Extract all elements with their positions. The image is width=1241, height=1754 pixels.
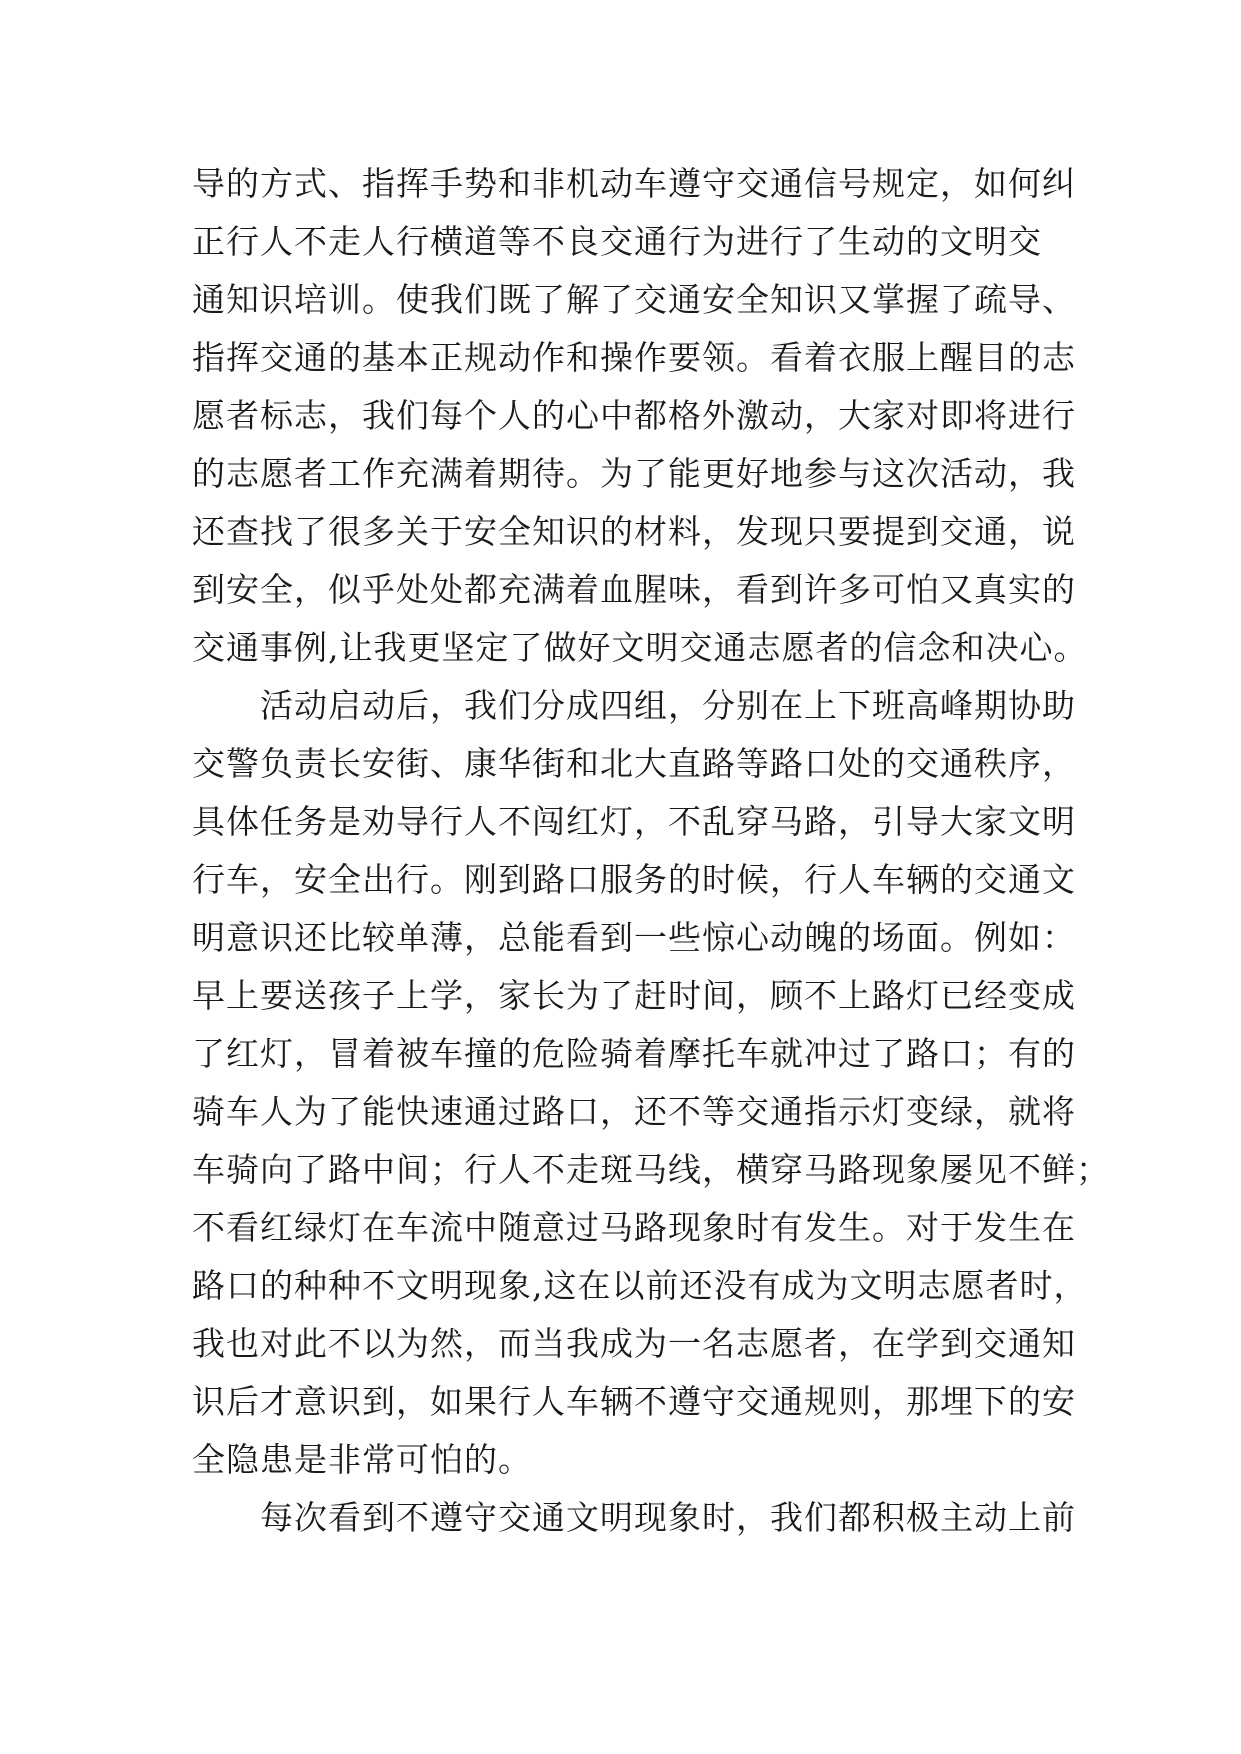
text-line: 活动启动后，我们分成四组，分别在上下班高峰期协助 [192, 686, 1076, 725]
text-line: 到安全，似乎处处都充满着血腥味，看到许多可怕又真实的 [192, 570, 1076, 609]
text-line: 路口的种种不文明现象,这在以前还没有成为文明志愿者时， [192, 1266, 1088, 1305]
text-line: 骑车人为了能快速通过路口，还不等交通指示灯变绿，就将 [192, 1092, 1076, 1131]
body-text [192, 155, 1110, 1547]
text-line: 的志愿者工作充满着期待。为了能更好地参与这次活动，我 [192, 454, 1076, 493]
text-line: 交通事例,让我更坚定了做好文明交通志愿者的信念和决心。 [192, 628, 1088, 667]
text-line: 交警负责长安街、康华街和北大直路等路口处的交通秩序， [192, 744, 1076, 783]
text-line: 不看红绿灯在车流中随意过马路现象时有发生。对于发生在 [192, 1208, 1076, 1247]
text-line: 愿者标志，我们每个人的心中都格外激动，大家对即将进行 [192, 396, 1076, 435]
text-line: 指挥交通的基本正规动作和操作要领。看着衣服上醒目的志 [192, 338, 1076, 377]
text-line: 全隐患是非常可怕的。 [192, 1440, 532, 1479]
text-line: 明意识还比较单薄，总能看到一些惊心动魄的场面。例如： [192, 918, 1076, 957]
text-line: 行车，安全出行。刚到路口服务的时候，行人车辆的交通文 [192, 860, 1076, 899]
text-line: 车骑向了路中间；行人不走斑马线，横穿马路现象屡见不鲜； [192, 1150, 1110, 1189]
text-line: 早上要送孩子上学，家长为了赶时间，顾不上路灯已经变成 [192, 976, 1076, 1015]
text-line: 具体任务是劝导行人不闯红灯，不乱穿马路，引导大家文明 [192, 802, 1076, 841]
text-line: 通知识培训。使我们既了解了交通安全知识又掌握了疏导、 [192, 280, 1076, 319]
text-line: 识后才意识到，如果行人车辆不遵守交通规则，那埋下的安 [192, 1382, 1076, 1421]
text-line: 我也对此不以为然，而当我成为一名志愿者，在学到交通知 [192, 1324, 1076, 1363]
text-line: 了红灯，冒着被车撞的危险骑着摩托车就冲过了路口；有的 [192, 1034, 1076, 1073]
text-line: 正行人不走人行横道等不良交通行为进行了生动的文明交 [192, 222, 1042, 261]
text-line: 每次看到不遵守交通文明现象时，我们都积极主动上前 [192, 1498, 1076, 1537]
text-line: 还查找了很多关于安全知识的材料，发现只要提到交通，说 [192, 512, 1076, 551]
text-line: 导的方式、指挥手势和非机动车遵守交通信号规定，如何纠 [192, 164, 1076, 203]
